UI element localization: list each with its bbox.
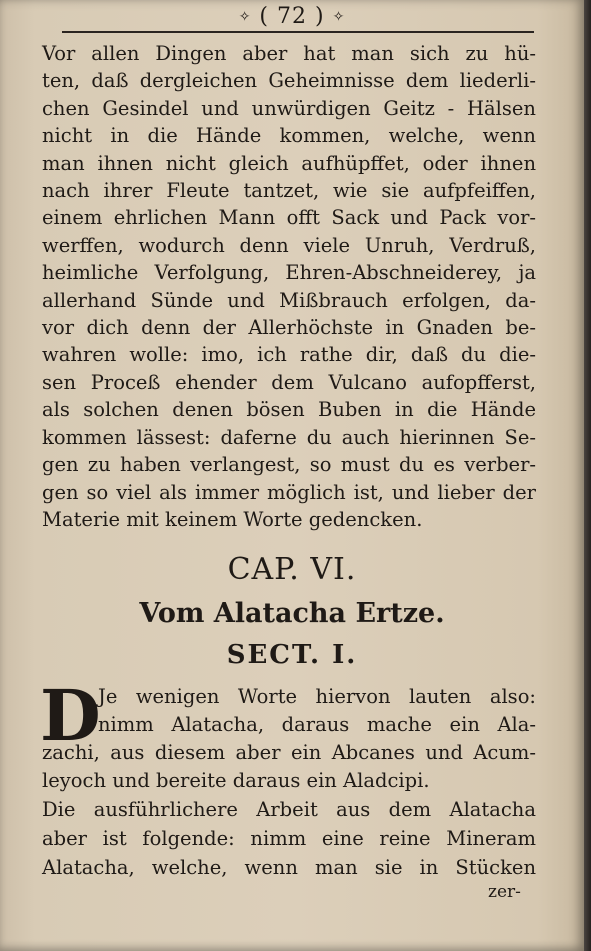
text-line: zachi, aus diesem aber ein Abcanes und Acum-: [42, 741, 536, 764]
section-paragraph: [42, 683, 536, 795]
text-line: allerhand Sünde und Mißbrauch erfolgen, da-: [42, 288, 536, 312]
chapter-subtitle: Vom Alatacha Ertze.: [139, 598, 445, 629]
text-line: chen Gesindel und unwürdigen Geitz - Hälsen: [42, 96, 536, 120]
text-line: leyoch und bereite daraus ein Aladcipi.: [42, 769, 430, 792]
drop-cap-initial: D: [40, 674, 101, 757]
paragraph-2: [42, 795, 536, 882]
right-ornament-icon: ✧: [332, 9, 346, 25]
text-line: Vor allen Dingen aber hat man sich zu hü-: [42, 42, 536, 65]
text-line: einem ehrlichen Mann offt Sack und Pack vor-: [42, 206, 536, 230]
text-line: als solchen denen bösen Buben in die Hände: [42, 398, 536, 422]
text-line: wahren wolle: imo, ich rathe dir, daß du die-: [42, 343, 536, 367]
page-header: [0, 4, 584, 29]
catchword: zer-: [488, 882, 521, 902]
section-heading: SECT. I.: [226, 640, 358, 670]
text-line: Je wenigen Worte hiervon lauten also:: [98, 685, 536, 708]
chapter-title: CAP. VI.: [227, 552, 357, 587]
text-line: nicht in die Hände kommen, welche, wenn: [42, 124, 536, 148]
page-number: ( 72 ): [259, 4, 325, 29]
text-line: heimliche Verfolgung, Ehren-Abschneiderey, ja: [42, 261, 536, 285]
text-line: sen Proceß ehender dem Vulcano aufopfferst,: [42, 370, 536, 394]
text-line: Materie mit keinem Worte gedencken.: [42, 507, 423, 531]
text-line: man ihnen nicht gleich aufhüpffet, oder ihnen: [42, 151, 536, 175]
text-line: nimm Alatacha, daraus mache ein Ala-: [98, 713, 536, 736]
text-line: vor dich denn der Allerhöchste in Gnaden be-: [42, 316, 536, 340]
text-line: gen so viel als immer möglich ist, und lieber der: [42, 480, 536, 504]
paragraph-1: [42, 40, 536, 533]
text-line: aber ist folgende: nimm eine reine Mineram: [42, 827, 536, 850]
page-edge: [584, 0, 591, 951]
text-line: nach ihrer Fleute tantzet, wie sie aufpfeiffen,: [42, 179, 536, 203]
text-line: kommen lässest: daferne du auch hierinnen Se-: [42, 425, 536, 449]
header-rule: [62, 31, 534, 33]
left-ornament-icon: ✧: [238, 9, 252, 25]
text-line: Die ausführlichere Arbeit aus dem Alatacha: [42, 798, 536, 821]
text-line: ten, daß dergleichen Geheimnisse dem liederli-: [42, 69, 536, 93]
text-line: werffen, wodurch denn viele Unruh, Verdruß,: [42, 233, 536, 257]
text-line: gen zu haben verlangest, so must du es verber-: [42, 453, 536, 477]
text-line: Alatacha, welche, wenn man sie in Stücken: [42, 856, 536, 879]
